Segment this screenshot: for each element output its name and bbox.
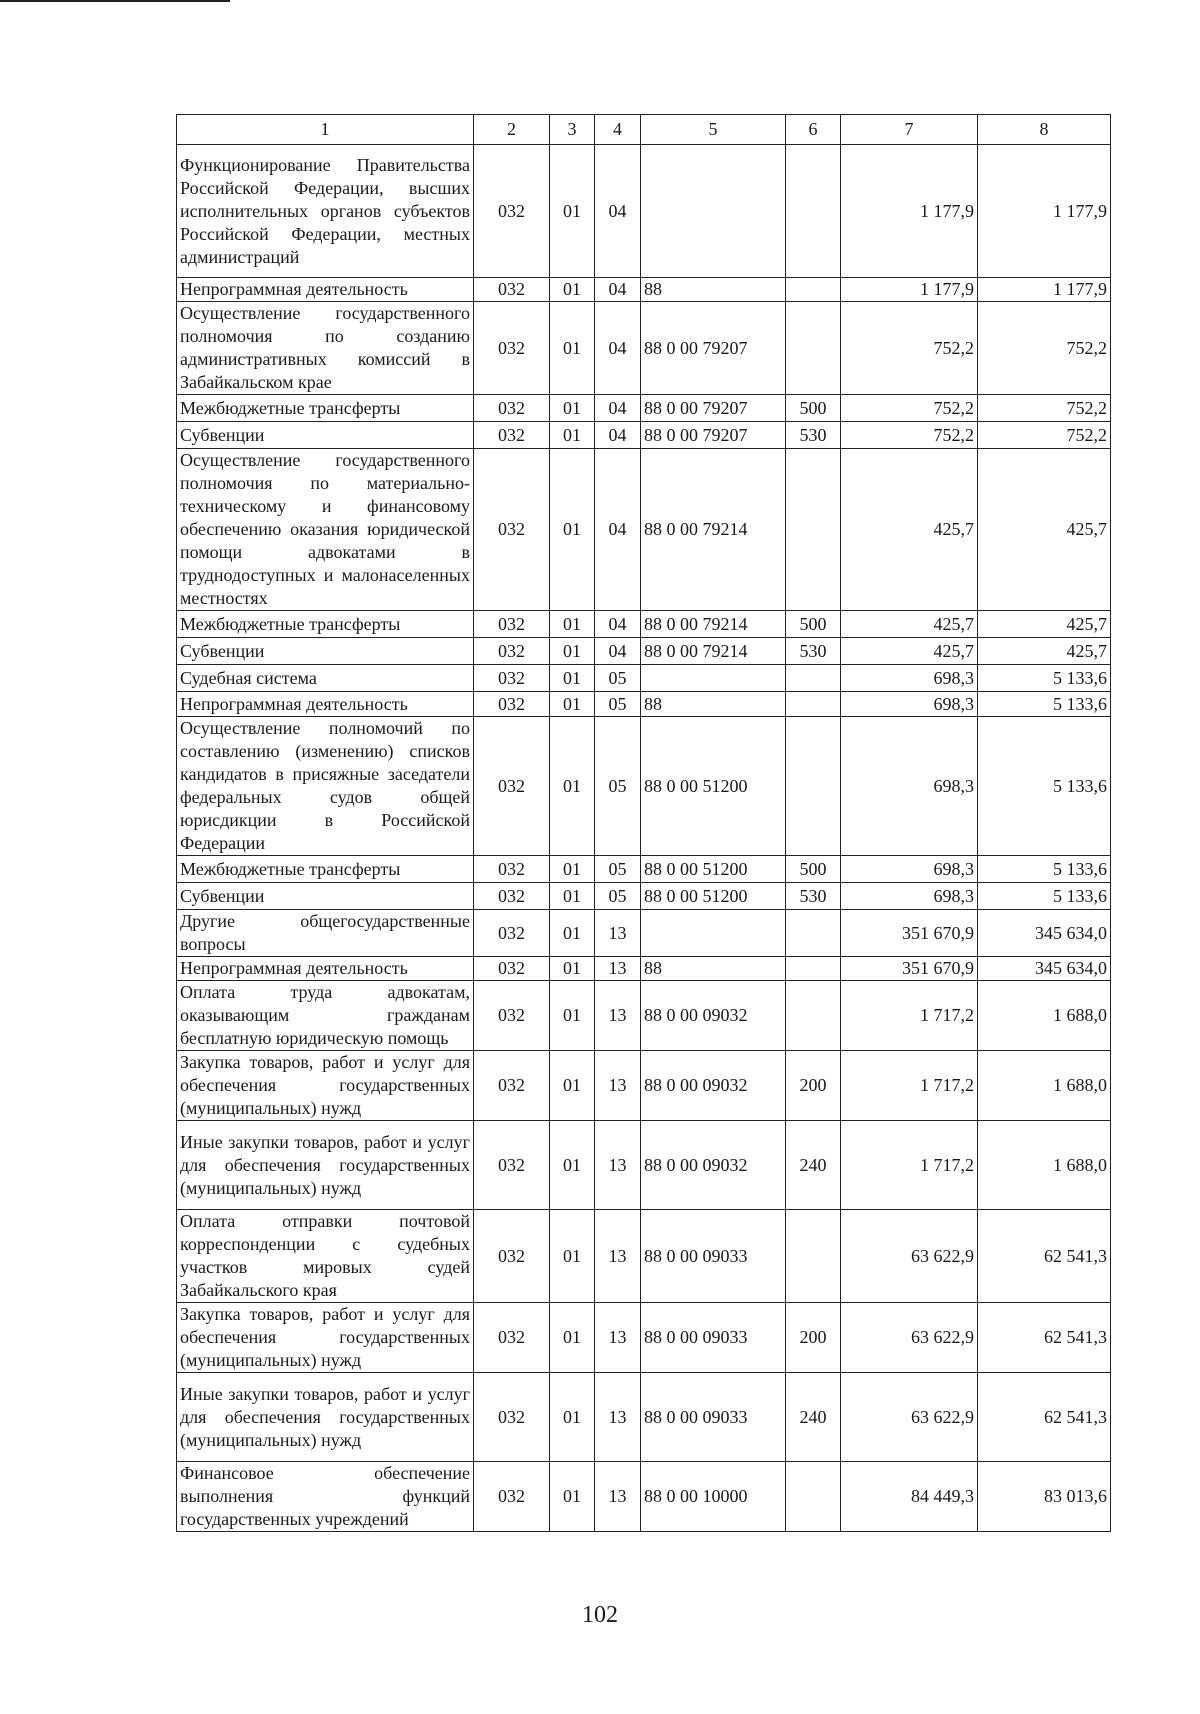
header-cell: 7 <box>841 115 978 145</box>
row-name: Непрограммная деятельность <box>177 692 474 717</box>
row-amount-1: 1 177,9 <box>841 145 978 278</box>
row-code-expense <box>786 145 841 278</box>
row-code-expense <box>786 981 841 1051</box>
row-code-section: 01 <box>550 1121 595 1210</box>
header-cell: 2 <box>474 115 550 145</box>
row-code-subsection: 13 <box>595 1373 641 1462</box>
table-row <box>177 1373 1111 1462</box>
row-code-subsection: 04 <box>595 395 641 422</box>
row-code-admin: 032 <box>474 1462 550 1532</box>
row-code-admin: 032 <box>474 1303 550 1373</box>
row-code-expense <box>786 1462 841 1532</box>
row-code-expense: 200 <box>786 1051 841 1121</box>
row-name: Непрограммная деятельность <box>177 278 474 302</box>
row-amount-1: 752,2 <box>841 422 978 449</box>
header-cell: 8 <box>978 115 1111 145</box>
row-code-section: 01 <box>550 1462 595 1532</box>
row-name: Субвенции <box>177 638 474 665</box>
row-code-admin: 032 <box>474 1210 550 1303</box>
table-row <box>177 692 1111 717</box>
row-code-expense <box>786 692 841 717</box>
row-amount-1: 425,7 <box>841 611 978 638</box>
row-code-target: 88 <box>641 692 786 717</box>
table-body <box>177 145 1111 1532</box>
row-code-subsection: 13 <box>595 957 641 981</box>
row-name: Субвенции <box>177 422 474 449</box>
row-name: Осуществление государственного полномочия по материально-техническому и финансовому обеспечению оказания юридической помощи адвокатами в труднодоступных и малонаселенных местностях <box>177 449 474 611</box>
row-code-expense: 200 <box>786 1303 841 1373</box>
row-code-section: 01 <box>550 278 595 302</box>
row-code-subsection: 04 <box>595 638 641 665</box>
row-code-section: 01 <box>550 449 595 611</box>
table-row <box>177 717 1111 856</box>
row-code-subsection: 13 <box>595 1462 641 1532</box>
row-amount-2: 5 133,6 <box>978 665 1111 692</box>
row-code-target: 88 0 00 79207 <box>641 422 786 449</box>
row-code-section: 01 <box>550 1210 595 1303</box>
table-row <box>177 422 1111 449</box>
row-code-expense <box>786 717 841 856</box>
row-amount-1: 698,3 <box>841 692 978 717</box>
budget-table <box>176 114 1111 1532</box>
row-code-target: 88 <box>641 278 786 302</box>
row-name: Межбюджетные трансферты <box>177 395 474 422</box>
row-code-admin: 032 <box>474 638 550 665</box>
row-code-subsection: 13 <box>595 1121 641 1210</box>
row-amount-1: 63 622,9 <box>841 1373 978 1462</box>
row-amount-1: 63 622,9 <box>841 1210 978 1303</box>
row-code-section: 01 <box>550 665 595 692</box>
table-row <box>177 1303 1111 1373</box>
row-amount-1: 425,7 <box>841 449 978 611</box>
row-amount-2: 83 013,6 <box>978 1462 1111 1532</box>
row-code-section: 01 <box>550 717 595 856</box>
row-code-admin: 032 <box>474 692 550 717</box>
row-code-section: 01 <box>550 395 595 422</box>
header-cell: 1 <box>177 115 474 145</box>
row-code-section: 01 <box>550 856 595 883</box>
row-amount-1: 351 670,9 <box>841 910 978 957</box>
row-code-section: 01 <box>550 611 595 638</box>
row-code-subsection: 05 <box>595 665 641 692</box>
row-code-admin: 032 <box>474 395 550 422</box>
row-code-section: 01 <box>550 1373 595 1462</box>
row-code-expense: 530 <box>786 638 841 665</box>
row-amount-2: 425,7 <box>978 449 1111 611</box>
row-amount-2: 345 634,0 <box>978 910 1111 957</box>
row-code-expense: 530 <box>786 883 841 910</box>
row-code-subsection: 04 <box>595 449 641 611</box>
row-amount-2: 1 177,9 <box>978 278 1111 302</box>
table-row <box>177 145 1111 278</box>
row-code-admin: 032 <box>474 611 550 638</box>
row-name: Финансовое обеспечение выполнения функций государственных учреждений <box>177 1462 474 1532</box>
row-amount-1: 698,3 <box>841 856 978 883</box>
row-amount-2: 752,2 <box>978 302 1111 395</box>
row-amount-2: 62 541,3 <box>978 1303 1111 1373</box>
row-code-subsection: 05 <box>595 856 641 883</box>
row-amount-2: 5 133,6 <box>978 717 1111 856</box>
row-amount-1: 1 177,9 <box>841 278 978 302</box>
row-amount-1: 425,7 <box>841 638 978 665</box>
row-amount-2: 5 133,6 <box>978 692 1111 717</box>
row-code-expense <box>786 302 841 395</box>
row-code-target: 88 <box>641 957 786 981</box>
row-code-section: 01 <box>550 957 595 981</box>
row-code-subsection: 04 <box>595 278 641 302</box>
row-code-expense: 530 <box>786 422 841 449</box>
row-amount-2: 5 133,6 <box>978 856 1111 883</box>
row-code-subsection: 04 <box>595 422 641 449</box>
row-code-admin: 032 <box>474 856 550 883</box>
table-row <box>177 1462 1111 1532</box>
header-cell: 6 <box>786 115 841 145</box>
row-amount-1: 752,2 <box>841 302 978 395</box>
row-code-subsection: 04 <box>595 145 641 278</box>
row-code-target: 88 0 00 10000 <box>641 1462 786 1532</box>
header-cell: 3 <box>550 115 595 145</box>
header-cell: 5 <box>641 115 786 145</box>
row-amount-1: 698,3 <box>841 665 978 692</box>
row-amount-2: 752,2 <box>978 422 1111 449</box>
row-code-admin: 032 <box>474 883 550 910</box>
table-row <box>177 1210 1111 1303</box>
header-row <box>177 115 1111 145</box>
row-name: Иные закупки товаров, работ и услуг для обеспечения государственных (муниципальных) нужд <box>177 1373 474 1462</box>
row-code-target: 88 0 00 51200 <box>641 883 786 910</box>
row-name: Непрограммная деятельность <box>177 957 474 981</box>
row-code-expense: 500 <box>786 611 841 638</box>
row-code-admin: 032 <box>474 981 550 1051</box>
table-row <box>177 1121 1111 1210</box>
row-code-subsection: 13 <box>595 981 641 1051</box>
row-code-section: 01 <box>550 1051 595 1121</box>
row-code-target: 88 0 00 79214 <box>641 638 786 665</box>
row-code-section: 01 <box>550 692 595 717</box>
row-code-expense: 240 <box>786 1121 841 1210</box>
row-name: Функционирование Правительства Российской Федерации, высших исполнительных органов субъектов Российской Федерации, местных администраций <box>177 145 474 278</box>
row-code-expense <box>786 665 841 692</box>
row-code-section: 01 <box>550 1303 595 1373</box>
row-amount-2: 1 688,0 <box>978 981 1111 1051</box>
table-row <box>177 395 1111 422</box>
row-code-target: 88 0 00 51200 <box>641 717 786 856</box>
row-amount-2: 1 688,0 <box>978 1051 1111 1121</box>
row-code-admin: 032 <box>474 957 550 981</box>
row-code-expense <box>786 910 841 957</box>
row-code-target: 88 0 00 79214 <box>641 611 786 638</box>
row-code-subsection: 05 <box>595 883 641 910</box>
row-name: Оплата отправки почтовой корреспонденции с судебных участков мировых судей Забайкальского края <box>177 1210 474 1303</box>
table-row <box>177 302 1111 395</box>
row-code-target: 88 0 00 51200 <box>641 856 786 883</box>
row-code-expense <box>786 449 841 611</box>
row-amount-1: 351 670,9 <box>841 957 978 981</box>
row-code-admin: 032 <box>474 302 550 395</box>
row-code-expense: 500 <box>786 395 841 422</box>
row-code-admin: 032 <box>474 1373 550 1462</box>
row-amount-1: 1 717,2 <box>841 1051 978 1121</box>
table-row <box>177 611 1111 638</box>
row-name: Субвенции <box>177 883 474 910</box>
scan-edge-line <box>0 0 230 2</box>
row-code-target <box>641 145 786 278</box>
row-amount-1: 698,3 <box>841 883 978 910</box>
row-name: Межбюджетные трансферты <box>177 856 474 883</box>
row-amount-1: 1 717,2 <box>841 1121 978 1210</box>
row-name: Закупка товаров, работ и услуг для обеспечения государственных (муниципальных) нужд <box>177 1303 474 1373</box>
row-code-section: 01 <box>550 422 595 449</box>
row-code-admin: 032 <box>474 1121 550 1210</box>
row-amount-1: 63 622,9 <box>841 1303 978 1373</box>
row-code-subsection: 13 <box>595 1051 641 1121</box>
row-name: Судебная система <box>177 665 474 692</box>
row-code-section: 01 <box>550 638 595 665</box>
row-code-expense <box>786 957 841 981</box>
row-name: Осуществление полномочий по составлению (изменению) списков кандидатов в присяжные заседатели федеральных судов общей юрисдикции в Российской Федерации <box>177 717 474 856</box>
row-code-target: 88 0 00 09032 <box>641 1051 786 1121</box>
row-code-subsection: 05 <box>595 717 641 856</box>
row-code-expense <box>786 1210 841 1303</box>
row-code-target: 88 0 00 79207 <box>641 302 786 395</box>
row-code-target: 88 0 00 79207 <box>641 395 786 422</box>
row-amount-2: 345 634,0 <box>978 957 1111 981</box>
row-code-target: 88 0 00 09033 <box>641 1210 786 1303</box>
row-code-target: 88 0 00 09032 <box>641 981 786 1051</box>
table-row <box>177 910 1111 957</box>
row-code-section: 01 <box>550 302 595 395</box>
row-code-subsection: 13 <box>595 1303 641 1373</box>
row-code-target: 88 0 00 09033 <box>641 1303 786 1373</box>
row-amount-2: 425,7 <box>978 638 1111 665</box>
row-code-admin: 032 <box>474 449 550 611</box>
row-code-target <box>641 910 786 957</box>
row-code-section: 01 <box>550 145 595 278</box>
row-code-subsection: 13 <box>595 1210 641 1303</box>
page-number: 102 <box>582 1602 618 1628</box>
row-code-target <box>641 665 786 692</box>
table-row <box>177 665 1111 692</box>
row-name: Иные закупки товаров, работ и услуг для обеспечения государственных (муниципальных) нужд <box>177 1121 474 1210</box>
row-amount-2: 5 133,6 <box>978 883 1111 910</box>
row-amount-1: 752,2 <box>841 395 978 422</box>
row-code-admin: 032 <box>474 422 550 449</box>
table-row <box>177 981 1111 1051</box>
row-amount-1: 698,3 <box>841 717 978 856</box>
row-code-admin: 032 <box>474 665 550 692</box>
row-code-target: 88 0 00 09033 <box>641 1373 786 1462</box>
row-amount-2: 62 541,3 <box>978 1373 1111 1462</box>
table-row <box>177 449 1111 611</box>
table-row <box>177 1051 1111 1121</box>
row-code-expense <box>786 278 841 302</box>
row-amount-2: 1 177,9 <box>978 145 1111 278</box>
row-name: Другие общегосударственные вопросы <box>177 910 474 957</box>
row-code-section: 01 <box>550 883 595 910</box>
row-code-admin: 032 <box>474 910 550 957</box>
row-code-admin: 032 <box>474 278 550 302</box>
row-amount-2: 752,2 <box>978 395 1111 422</box>
row-amount-1: 84 449,3 <box>841 1462 978 1532</box>
row-code-subsection: 05 <box>595 692 641 717</box>
row-code-subsection: 04 <box>595 611 641 638</box>
table-row <box>177 883 1111 910</box>
row-name: Осуществление государственного полномочия по созданию административных комиссий в Забайкальском крае <box>177 302 474 395</box>
row-code-target: 88 0 00 79214 <box>641 449 786 611</box>
table-row <box>177 278 1111 302</box>
row-amount-2: 1 688,0 <box>978 1121 1111 1210</box>
table-row <box>177 957 1111 981</box>
row-amount-1: 1 717,2 <box>841 981 978 1051</box>
row-code-admin: 032 <box>474 1051 550 1121</box>
row-amount-2: 62 541,3 <box>978 1210 1111 1303</box>
row-code-subsection: 13 <box>595 910 641 957</box>
header-cell: 4 <box>595 115 641 145</box>
table-row <box>177 638 1111 665</box>
row-name: Межбюджетные трансферты <box>177 611 474 638</box>
row-amount-2: 425,7 <box>978 611 1111 638</box>
row-code-section: 01 <box>550 910 595 957</box>
row-name: Оплата труда адвокатам, оказывающим гражданам бесплатную юридическую помощь <box>177 981 474 1051</box>
row-code-admin: 032 <box>474 145 550 278</box>
row-name: Закупка товаров, работ и услуг для обеспечения государственных (муниципальных) нужд <box>177 1051 474 1121</box>
row-code-expense: 500 <box>786 856 841 883</box>
row-code-subsection: 04 <box>595 302 641 395</box>
row-code-admin: 032 <box>474 717 550 856</box>
row-code-section: 01 <box>550 981 595 1051</box>
table-row <box>177 856 1111 883</box>
row-code-expense: 240 <box>786 1373 841 1462</box>
row-code-target: 88 0 00 09032 <box>641 1121 786 1210</box>
